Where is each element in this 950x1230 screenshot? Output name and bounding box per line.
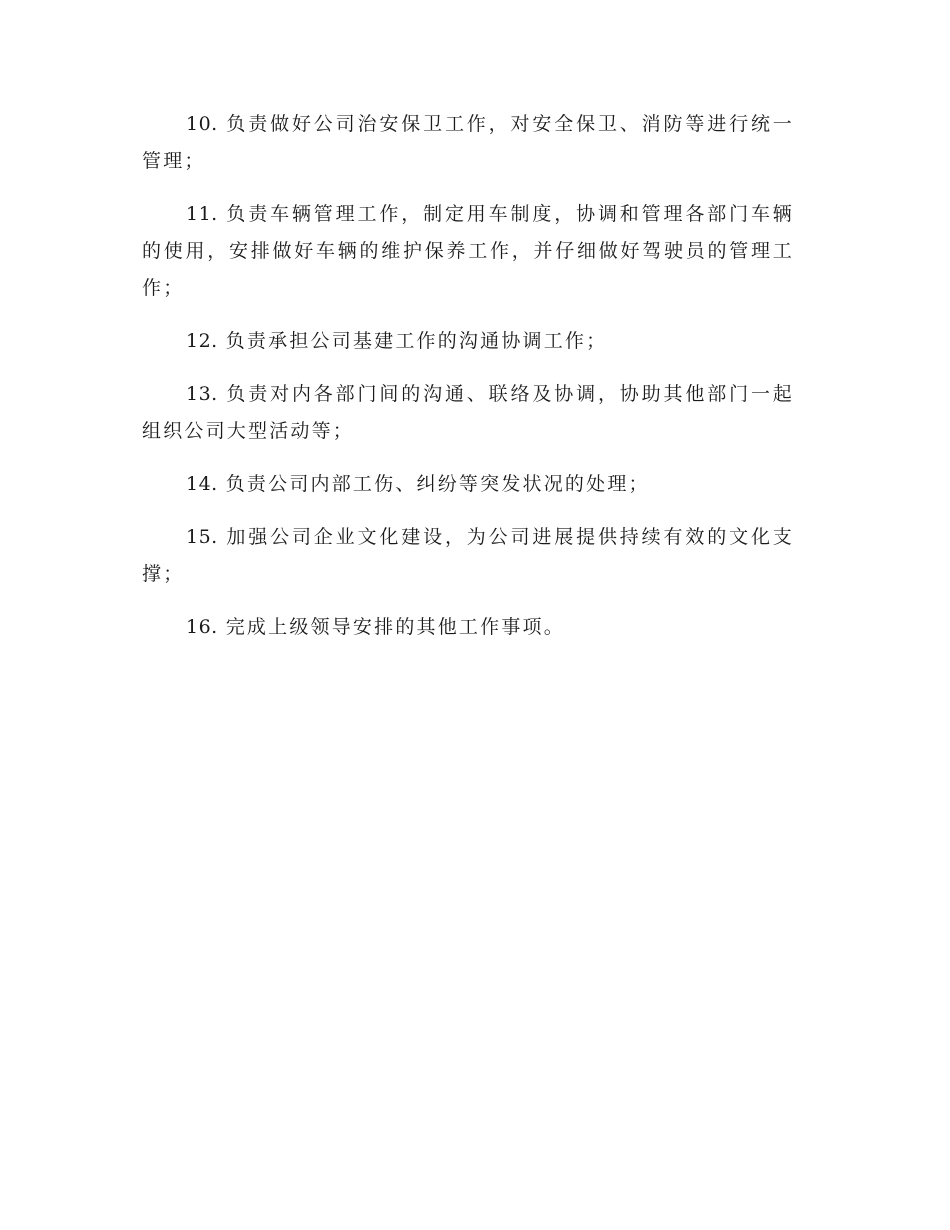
item-text: 加强公司企业文化建设，为公司进展提供持续有效的文化支撑； xyxy=(142,526,794,585)
list-item-13 xyxy=(142,376,794,450)
item-text: 负责对内各部门间的沟通、联络及协调，协助其他部门一起组织公司大型活动等； xyxy=(142,383,794,442)
item-text: 负责公司内部工伤、纠纷等突发状况的处理； xyxy=(225,473,650,495)
list-item-14 xyxy=(142,466,794,503)
list-item-16 xyxy=(142,609,794,646)
item-number: 13. xyxy=(186,383,218,405)
item-text: 负责做好公司治安保卫工作，对安全保卫、消防等进行统一管理； xyxy=(142,113,794,172)
list-item-10 xyxy=(142,106,794,180)
list-item-12 xyxy=(142,323,794,360)
item-number: 14. xyxy=(186,473,218,495)
item-text: 负责车辆管理工作，制定用车制度，协调和管理各部门车辆的使用，安排做好车辆的维护保养工作，并仔细做好驾驶员的管理工作； xyxy=(142,203,794,299)
item-number: 12. xyxy=(186,330,218,352)
list-item-15 xyxy=(142,519,794,593)
item-number: 11. xyxy=(186,203,218,225)
item-number: 16. xyxy=(186,616,218,638)
item-text: 负责承担公司基建工作的沟通协调工作； xyxy=(225,330,608,352)
list-item-11 xyxy=(142,196,794,307)
document-body xyxy=(142,106,794,662)
item-text: 完成上级领导安排的其他工作事项。 xyxy=(225,616,565,638)
item-number: 15. xyxy=(186,526,218,548)
item-number: 10. xyxy=(186,113,218,135)
